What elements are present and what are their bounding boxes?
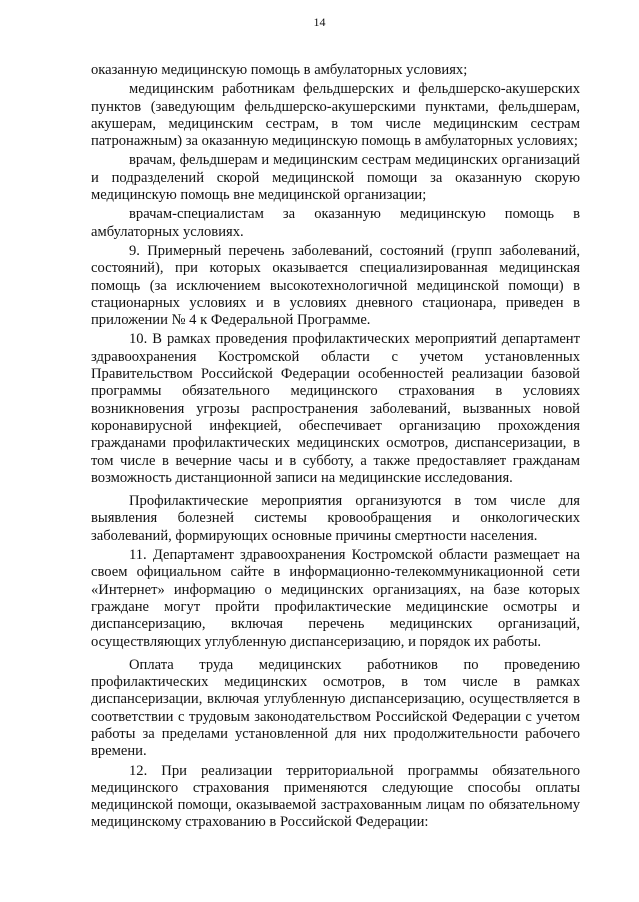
paragraph-feldsher-payment: медицинским работникам фельдшерских и фельдшерско-акушерских пунктов (заведующим фельдшерско-акушерскими пунктами, фельдшерам, акушерам, медицинским сестрам, в том числе медицинским сестрам патронажным) за оказанную медицинскую помощь в амбулаторных условиях; [91,81,580,150]
document-body [91,62,580,832]
paragraph-item-12: 12. При реализации территориальной программы обязательного медицинского страхования применяются следующие способы оплаты медицинской помощи, оказываемой застрахованным лицам по обязательному медицинскому страхованию в Российской Федерации: [91,762,580,831]
paragraph-labor-payment: Оплата труда медицинских работников по проведению профилактических медицинских осмотров, в том числе в рамках диспансеризации, включая углубленную диспансеризацию, осуществляется в соответствии с трудовым законодательством Российской Федерации с учетом работы за пределами установленной для них продолжительности рабочего времени. [91,656,580,760]
paragraph-specialists-payment: врачам-специалистам за оказанную медицинскую помощь в амбулаторных условиях. [91,206,580,240]
page-number: 14 [313,15,326,29]
paragraph-item-11: 11. Департамент здравоохранения Костромской области размещает на своем официальном сайте в информационно-телекоммуникационной сети «Интернет» информацию о медицинских организациях, на базе которых граждане могут пройти профилактические медицинские осмотры и диспансеризацию, включая перечень медицинских организаций, осуществляющих углубленную диспансеризацию, и порядок их работы. [91,547,580,650]
paragraph-continuation: оказанную медицинскую помощь в амбулаторных условиях; [91,62,468,78]
paragraph-preventive-measures: Профилактические мероприятия организуются в том числе для выявления болезней системы кровообращения и онкологических заболеваний, формирующих основные причины смертности населения. [91,493,580,544]
paragraph-ambulance-payment: врачам, фельдшерам и медицинским сестрам медицинских организаций и подразделений скорой медицинской помощи за оказанную скорую медицинскую помощь вне медицинской организации; [91,152,580,204]
paragraph-item-9: 9. Примерный перечень заболеваний, состояний (групп заболеваний, состояний), при которых оказывается специализированная медицинская помощь (за исключением высокотехнологичной медицинской помощи) в стационарных условиях и в условиях дневного стационара, приведен в приложении № 4 к Федеральной Программе. [91,242,580,329]
paragraph-item-10: 10. В рамках проведения профилактических мероприятий департамент здравоохранения Костромской области с учетом установленных Правительством Российской Федерации особенностей реализации базовой программы обязательного медицинского страхования в условиях возникновения угрозы распространения заболеваний, вызванных новой коронавирусной инфекцией, обеспечивает организацию прохождения гражданами профилактических медицинских осмотров, диспансеризации, в том числе в вечерние часы и в субботу, а также предоставляет гражданам возможность дистанционной записи на медицинские исследования. [91,331,580,486]
